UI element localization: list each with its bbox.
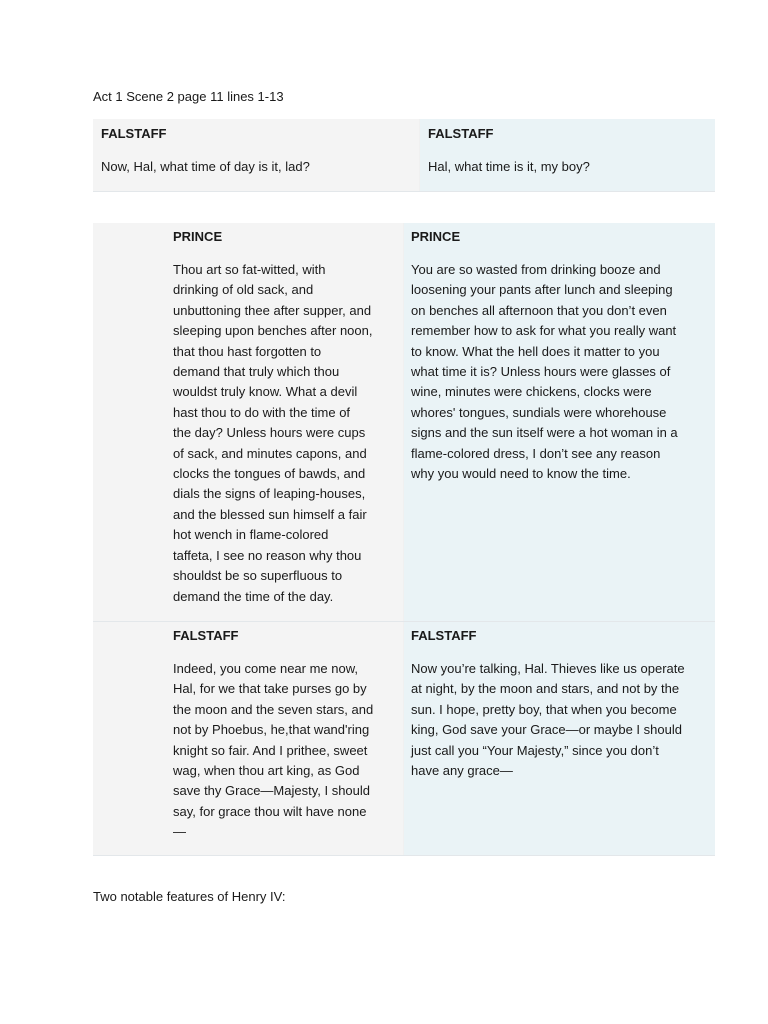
speech-line: knight so fair. And I prithee, sweet	[173, 742, 368, 758]
table-row	[93, 119, 715, 191]
speech-line: whores' tongues, sundials were whorehouse	[411, 404, 667, 420]
speech-line: at night, by the moon and stars, and not by the	[411, 681, 680, 697]
speech-line: Hal, for we that take purses go by	[173, 681, 367, 697]
speech-line: that thou hast forgotten to	[173, 343, 322, 359]
speech-line: of sack, and minutes capons, and	[173, 445, 367, 461]
speech-line: sun. I hope, pretty boy, that when you become	[411, 701, 677, 717]
speech-line: wine, minutes were chickens, clocks were	[411, 384, 652, 400]
table-row	[93, 223, 715, 621]
speaker-name: FALSTAFF	[173, 628, 239, 643]
speech-line: on benches all afternoon that you don’t even	[411, 302, 667, 318]
original-text-cell	[93, 622, 403, 855]
speech-line: wag, when thou art king, as God	[173, 763, 360, 779]
speech-line: Thou art so fat-witted, with	[173, 262, 326, 277]
speech-line: loosening your pants after lunch and sleeping	[411, 282, 673, 298]
speech-line: what time it is? Unless hours were glasses of	[411, 364, 671, 380]
table-row	[93, 621, 715, 855]
speech-line: why you would need to know the time.	[411, 466, 631, 482]
speech-line: signs and the sun itself were a hot woman in a	[411, 425, 678, 441]
speech-line: hot wench in flame-colored	[173, 527, 329, 543]
speech-line: the day? Unless hours were cups	[173, 425, 366, 441]
speech-line: save thy Grace—Majesty, I should	[173, 783, 371, 799]
section-heading: Two notable features of Henry IV:	[93, 889, 286, 904]
speech-line: dials the signs of leaping-houses,	[173, 486, 366, 502]
speaker-name: FALSTAFF	[101, 126, 167, 141]
speaker-name: FALSTAFF	[428, 126, 494, 141]
speech-line: Now, Hal, what time of day is it, lad?	[101, 159, 310, 174]
translation-cell	[403, 223, 715, 621]
speech-text	[411, 659, 707, 781]
translation-cell	[403, 622, 715, 855]
speaker-name: PRINCE	[173, 229, 223, 244]
speech-line: just call you “Your Majesty,” since you don’t	[411, 742, 659, 758]
speech-line: shouldst be so superfluous to	[173, 568, 343, 584]
speech-line: the moon and the seven stars, and	[173, 701, 374, 717]
speech-line: have any grace—	[411, 763, 513, 779]
speech-line: You are so wasted from drinking booze and	[411, 262, 661, 277]
speech-line: hast thou to do with the time of	[173, 404, 351, 420]
speech-line: —	[173, 824, 186, 840]
speech-text	[411, 260, 707, 484]
original-text-cell	[93, 119, 419, 191]
speech-text	[173, 659, 395, 843]
original-text-cell	[93, 223, 403, 621]
translation-cell	[419, 119, 715, 191]
speech-line: flame-colored dress, I don’t see any reason	[411, 445, 661, 461]
speech-text	[173, 260, 395, 607]
speech-line: sleeping upon benches after noon,	[173, 323, 373, 339]
speech-line: and the blessed sun himself a fair	[173, 506, 367, 522]
speech-line: wouldst truly know. What a devil	[173, 384, 358, 400]
speech-line: demand that truly which thou	[173, 364, 340, 380]
speech-line: demand the time of the day.	[173, 588, 334, 604]
speech-line: drinking of old sack, and	[173, 282, 314, 298]
speech-line: taffeta, I see no reason why thou	[173, 547, 362, 563]
speech-line: say, for grace thou wilt have none	[173, 803, 367, 819]
speaker-name: FALSTAFF	[411, 628, 477, 643]
speech-line: remember how to ask for what you really want	[411, 323, 677, 339]
speech-line: Hal, what time is it, my boy?	[428, 159, 590, 174]
speech-line: to know. What the hell does it matter to you	[411, 343, 660, 359]
page-heading: Act 1 Scene 2 page 11 lines 1-13	[93, 89, 284, 104]
speech-line: Now you’re talking, Hal. Thieves like us operate	[411, 661, 685, 676]
speech-line: clocks the tongues of bawds, and	[173, 466, 366, 482]
dialogue-table-2	[93, 223, 715, 856]
dialogue-table-1	[93, 119, 715, 192]
speaker-name: PRINCE	[411, 229, 461, 244]
speech-line: unbuttoning thee after supper, and	[173, 302, 372, 318]
speech-line: not by Phoebus, he,that wand'ring	[173, 722, 370, 738]
speech-line: king, God save your Grace—or maybe I should	[411, 722, 682, 738]
speech-line: Indeed, you come near me now,	[173, 661, 359, 676]
